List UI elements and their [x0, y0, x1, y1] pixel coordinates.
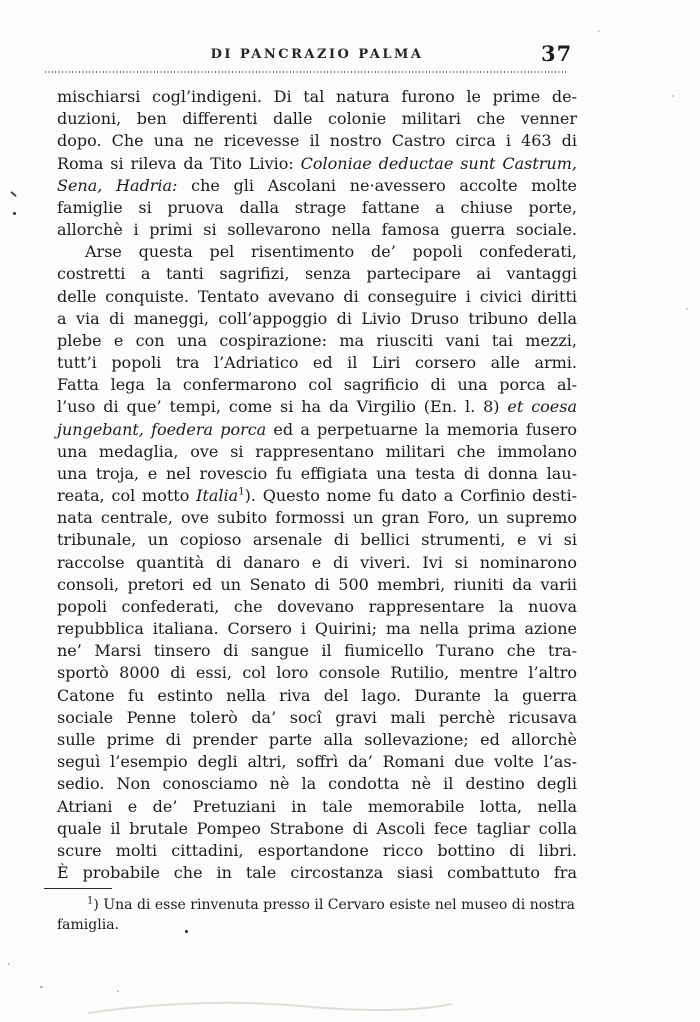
text-line: delle conquiste. Tentato avevano di conseguire i civici diritti — [57, 286, 577, 306]
body-text — [57, 86, 577, 884]
text-line: duzioni, ben differenti dalle colonie militari che venner — [57, 109, 577, 129]
text-line: costretti a tanti sagrifizi, senza partecipare ai vantaggi — [57, 264, 577, 284]
text-line: tribunale, un copioso arsenale di bellici strumenti, e vi si — [57, 530, 577, 550]
text-line: reata, col motto Italia$^1$). Questo nome fu dato a Corfinio desti- — [57, 486, 578, 506]
text-line: È probabile che in tale circostanza siasi combattuto fra — [57, 863, 577, 883]
footnote-rule — [44, 888, 112, 889]
text-line: Fatta lega la confermarono col sagrificio di una porca al- — [57, 375, 577, 395]
text-line: seguì l’esempio degli altri, soffrì da’ Romani due volte l’as- — [57, 752, 577, 772]
text-line: sociale Penne tolerò da’ socî gravi mali perchè ricusava — [57, 707, 577, 727]
text-line: $^1$) Una di esse rinvenuta presso il Cervaro esiste nel museo di nostra — [87, 895, 575, 913]
text-line: repubblica italiana. Corsero i Quirini; ma nella prima azione — [57, 619, 577, 639]
scan-speck — [672, 95, 674, 97]
text-line: sportò 8000 di essi, col loro console Rutilio, mentre l’altro — [57, 663, 577, 683]
scan-speck — [117, 990, 119, 992]
text-line: popoli confederati, che dovevano rappresentare la nuova — [57, 596, 577, 616]
text-line: nata centrale, ove subito formossi un gran Foro, un supremo — [57, 508, 577, 528]
text-line: l’uso di que’ tempi, come si ha da Virgilio (En. l. 8) et coesa — [57, 397, 578, 417]
text-line: sedio. Non conosciamo nè la condotta nè il destino degli — [57, 774, 577, 794]
scan-speck — [185, 930, 188, 933]
header-dotted-rule — [45, 71, 568, 73]
text-line: plebe e con una cospirazione: ma riusciti vani tai mezzi, — [57, 330, 577, 350]
text-line: sulle prime di prender parte alla sollevazione; ed allorchè — [57, 729, 577, 749]
text-line: a via di maneggi, coll’appoggio di Livio Druso tribuno della — [57, 308, 577, 328]
text-line: raccolse quantità di danaro e di viveri. Ivi si nominarono — [57, 552, 577, 572]
running-title: DI PANCRAZIO PALMA — [210, 47, 424, 62]
text-line: consoli, pretori ed un Senato di 500 membri, riuniti da varii — [57, 574, 577, 594]
text-line: famiglie si pruova dalla strage fattane a chiuse porte, — [57, 197, 577, 217]
text-line: quale il brutale Pompeo Strabone di Ascoli fece tagliar colla — [57, 818, 577, 838]
scan-speck — [598, 30, 600, 32]
text-line: dopo. Che una ne ricevesse il nostro Castro circa i 463 di — [57, 131, 577, 151]
footnote — [57, 896, 575, 935]
scan-speck — [40, 985, 44, 988]
scan-speck — [686, 308, 688, 310]
text-line: Atriani e de’ Pretuziani in tale memorabile lotta, nella — [57, 796, 577, 816]
text-line: jungebant, foedera porca ed a perpetuarne la memoria fusero — [57, 419, 577, 439]
scan-speck — [10, 191, 17, 197]
page-number: 37 — [541, 41, 573, 66]
text-line: famiglia. — [57, 916, 119, 933]
text-line: Roma si rileva da Tito Livio: Coloniae deductae sunt Castrum, — [57, 153, 577, 173]
scan-speck — [13, 212, 16, 215]
text-line: allorchè i primi si sollevarono nella famosa guerra sociale. — [57, 220, 577, 240]
text-line: scure molti cittadini, esportandone ricco bottino di libri. — [57, 840, 577, 860]
scan-speck — [8, 963, 10, 965]
text-line: Catone fu estinto nella riva del lago. Durante la guerra — [57, 685, 577, 705]
text-line: ne’ Marsi tinsero di sangue il fiumicello Turano che tra- — [57, 641, 577, 661]
text-line: tutt’i popoli tra l’Adriatico ed il Liri corsero alle armi. — [57, 353, 577, 373]
text-line: una troja, e nel rovescio fu effigiata una testa di donna lau- — [57, 463, 577, 483]
text-line: mischiarsi cogl’indigeni. Di tal natura furono le prime de- — [57, 87, 577, 106]
text-line: Arse questa pel risentimento de’ popoli confederati, — [85, 242, 577, 262]
text-line: una medaglia, ove si rappresentano militari che immolano — [57, 441, 577, 461]
text-line: Sena, Hadria: che gli Ascolani ne·avessero accolte molte — [57, 175, 578, 195]
scan-page-edge-artifact — [80, 993, 460, 1021]
